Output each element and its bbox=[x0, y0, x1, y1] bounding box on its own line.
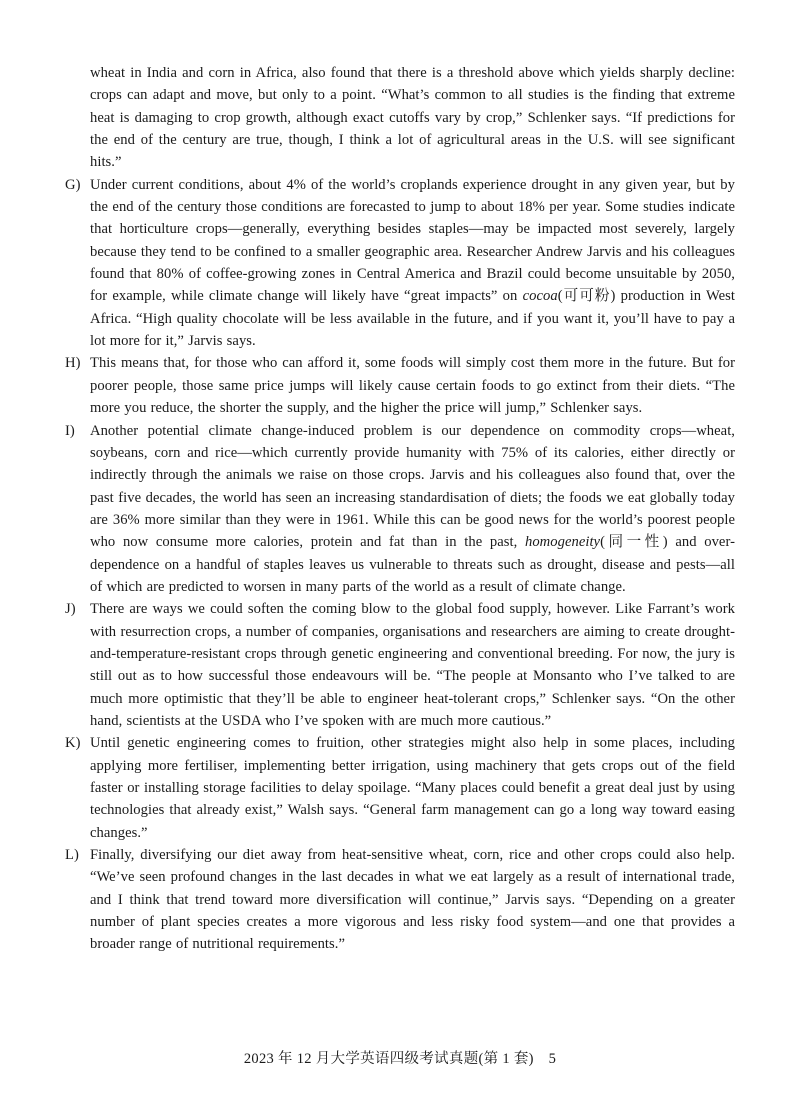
paragraph-label: H) bbox=[65, 355, 81, 372]
paragraph-j bbox=[65, 598, 735, 732]
chinese-gloss: (可可粉) bbox=[557, 288, 616, 305]
paragraph-label: G) bbox=[65, 176, 81, 193]
paragraph-text: production in West Africa. “High quality chocolate will be less available in the future, and if you want it, you’ll have to pay a lot more for it,” Jarvis says. bbox=[90, 288, 736, 350]
paragraph-label: L) bbox=[65, 847, 79, 864]
paragraph-text: Until genetic engineering comes to fruition, other strategies might also help in some places, including applying more fertiliser, implementing better irrigation, using machinery that gets crops out of the field faster or installing storage facilities to delay spoilage. “Many places could benefit a great deal just by using technologies that already exist,” Walsh says. “General farm management can go a long way toward easing changes.” bbox=[90, 735, 735, 841]
paragraph-l bbox=[65, 844, 735, 956]
paragraph-text: Another potential climate change-induced problem is our dependence on commodity crops—wheat, soybeans, corn and rice—which currently provide humanity with 75% of its calories, either directly or indirectly through the animals we raise on those crops. Jarvis and his colleagues also found that, over the past five decades, the world has seen an increasing standardisation of diets; the foods we eat globally today are 36% more similar than they were in 1961. While this can be good news for the world’s poorest people who now consume more calories, protein and fat than in the past, bbox=[90, 422, 735, 551]
paragraph-text: There are ways we could soften the coming blow to the global food supply, however. Like Farrant’s work with resurrection crops, a number of companies, organisations and researchers are aiming to create drought-and-temperature-resistant crops through genetic engineering and conventional breeding. For now, the jury is still out as to how successful those endeavours will be. “The people at Monsanto who I’ve talked to are much more optimistic that they’ll be able to engineer heat-tolerant crops,” Schlenker says. “On the other hand, scientists at the USDA who I’ve spoken with are much more cautious.” bbox=[90, 601, 735, 729]
page-footer: 2023 年 12 月大学英语四级考试真题(第 1 套) 5 bbox=[243, 1051, 557, 1067]
paragraph-i bbox=[65, 420, 735, 599]
document-page bbox=[0, 62, 800, 956]
paragraph-text: wheat in India and corn in Africa, also found that there is a threshold above which yields sharply decline: crops can adapt and move, but only to a point. “What’s common to all studies is the finding that extreme heat is damaging to crop growth, although exact cutoffs vary by crop,” Schlenker says. “If predictions for the end of the century are true, though, I think a lot of agricultural areas in the U.S. will see significant hits.” bbox=[90, 65, 735, 171]
paragraph-continued bbox=[90, 62, 735, 174]
paragraph-h bbox=[65, 352, 735, 419]
paragraph-label: K) bbox=[65, 735, 81, 752]
paragraph-g bbox=[65, 174, 736, 353]
paragraph-k bbox=[65, 732, 735, 844]
chinese-gloss: (同一性) bbox=[600, 534, 668, 551]
italic-term: cocoa bbox=[522, 288, 558, 305]
paragraph-label: J) bbox=[65, 601, 76, 618]
paragraph-text: This means that, for those who can afford it, some foods will simply cost them more in the future. But for poorer people, those same price jumps will likely cause certain foods to go extinct from their diets. “The more you reduce, the shorter the supply, and the higher the price will jump,” Schlenker says. bbox=[90, 355, 735, 417]
paragraph-label: I) bbox=[65, 422, 75, 439]
paragraph-text: Finally, diversifying our diet away from heat-sensitive wheat, corn, rice and other crops could also help. “We’ve seen profound changes in the last decades in what we eat largely as a result of international trade, and I think that trend toward more diversification will continue,” Jarvis says. “Depending on a greater number of plant species creates a more vigorous and less risky food system—and one that provides a broader range of nutritional requirements.” bbox=[90, 847, 735, 953]
paragraph-text: and over-dependence on a handful of staples leaves us vulnerable to threats such as drought, disease and pests—all of which are predicted to worsen in many parts of the world as a result of climate change. bbox=[90, 534, 735, 595]
paragraph-text: Under current conditions, about 4% of the world’s croplands experience drought in any given year, but by the end of the century those conditions are forecasted to jump to about 18% per year. Some studies indicate that horticulture crops—generally, everything besides staples—may be impacted most severely, largely because they tend to be confined to a smaller geographic area. Researcher Andrew Jarvis and his colleagues found that 80% of coffee-growing zones in Central America and Brazil could become unsuitable by 2050, for example, while climate change will likely have “great impacts” on bbox=[90, 176, 735, 305]
italic-term: homogeneity bbox=[524, 534, 601, 551]
